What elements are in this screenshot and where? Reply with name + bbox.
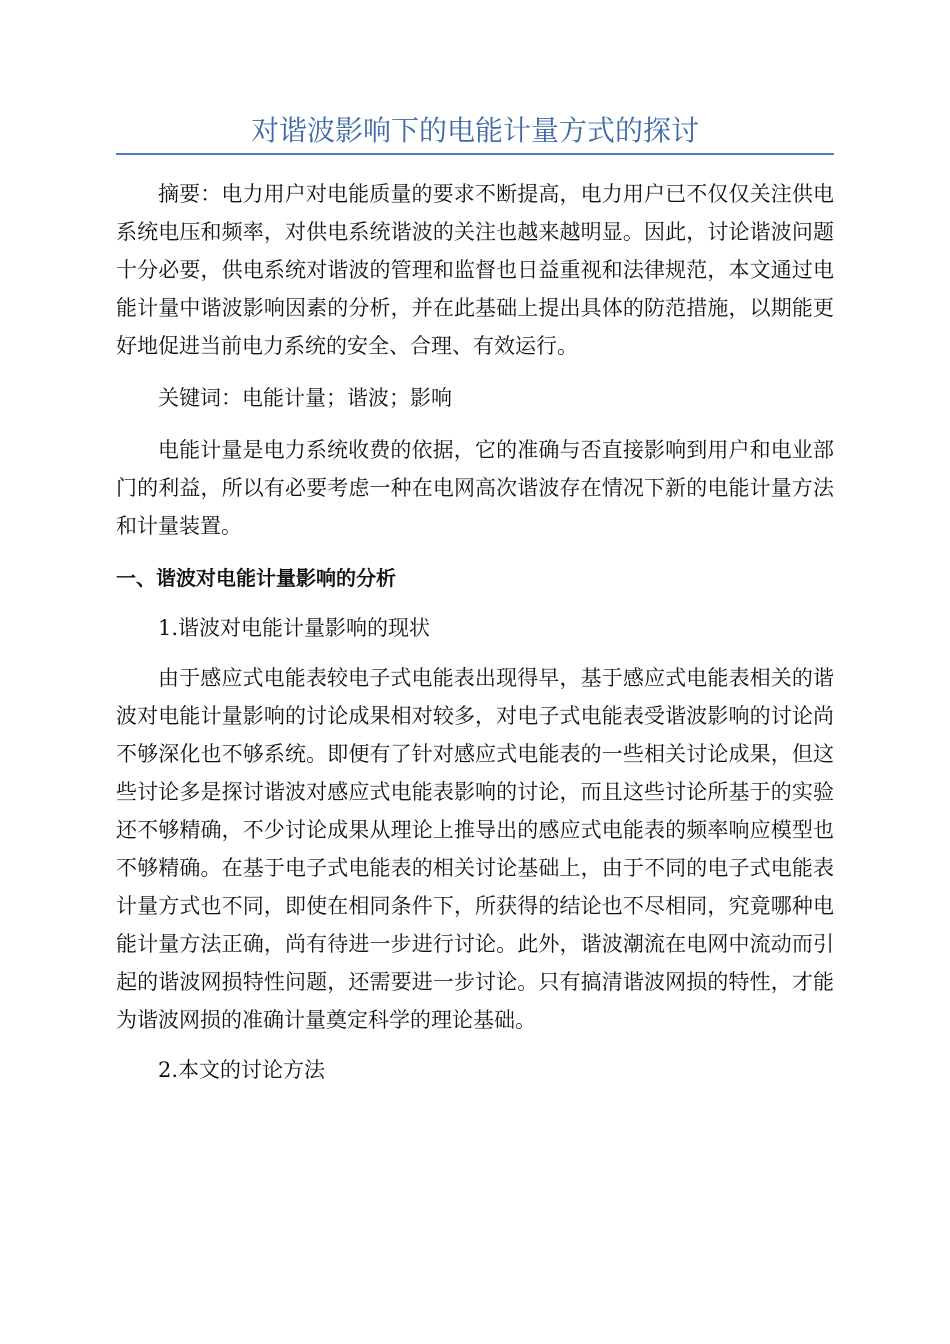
section-heading-1: 一、谐波对电能计量影响的分析: [116, 566, 396, 590]
keywords-paragraph: 关键词：电能计量；谐波；影响: [158, 386, 452, 410]
document-title: 对谐波影响下的电能计量方式的探讨: [250, 114, 699, 147]
subsection-heading-1: 1.谐波对电能计量影响的现状: [158, 616, 431, 640]
title-underline: [116, 153, 834, 155]
subsection-1-paragraph: 由于感应式电能表较电子式电能表出现得早，基于感应式电能表相关的谐波对电能计量影响的讨论成果相对较多，对电子式电能表受谐波影响的讨论尚不够深化也不够系统。即便有了针对感应式电能表的一些相关讨论成果，但这些讨论多是探讨谐波对感应式电能表影响的讨论，而且这些讨论所基于的实验还不够精确，不少讨论成果从理论上推导出的感应式电能表的频率响应模型也不够精确。在基于电子式电能表的相关讨论基础上，由于不同的电子式电能表计量方式也不同，即使在相同条件下，所获得的结论也不尽相同，究竟哪种电能计量方法正确，尚有待进一步进行讨论。此外，谐波潮流在电网中流动而引起的谐波网损特性问题，还需要进一步讨论。只有搞清谐波网损的特性，才能为谐波网损的准确计量奠定科学的理论基础。: [116, 666, 834, 1032]
abstract-paragraph: 摘要：电力用户对电能质量的要求不断提高，电力用户已不仅仅关注供电系统电压和频率，对供电系统谐波的关注也越来越明显。因此，讨论谐波问题十分必要，供电系统对谐波的管理和监督也日益重视和法律规范，本文通过电能计量中谐波影响因素的分析，并在此基础上提出具体的防范措施，以期能更好地促进当前电力系统的安全、合理、有效运行。: [116, 182, 834, 358]
subsection-heading-2: 2.本文的讨论方法: [158, 1058, 326, 1082]
intro-paragraph: 电能计量是电力系统收费的依据，它的准确与否直接影响到用户和电业部门的利益，所以有必要考虑一种在电网高次谐波存在情况下新的电能计量方法和计量装置。: [116, 438, 834, 538]
document-body: [116, 175, 834, 1089]
